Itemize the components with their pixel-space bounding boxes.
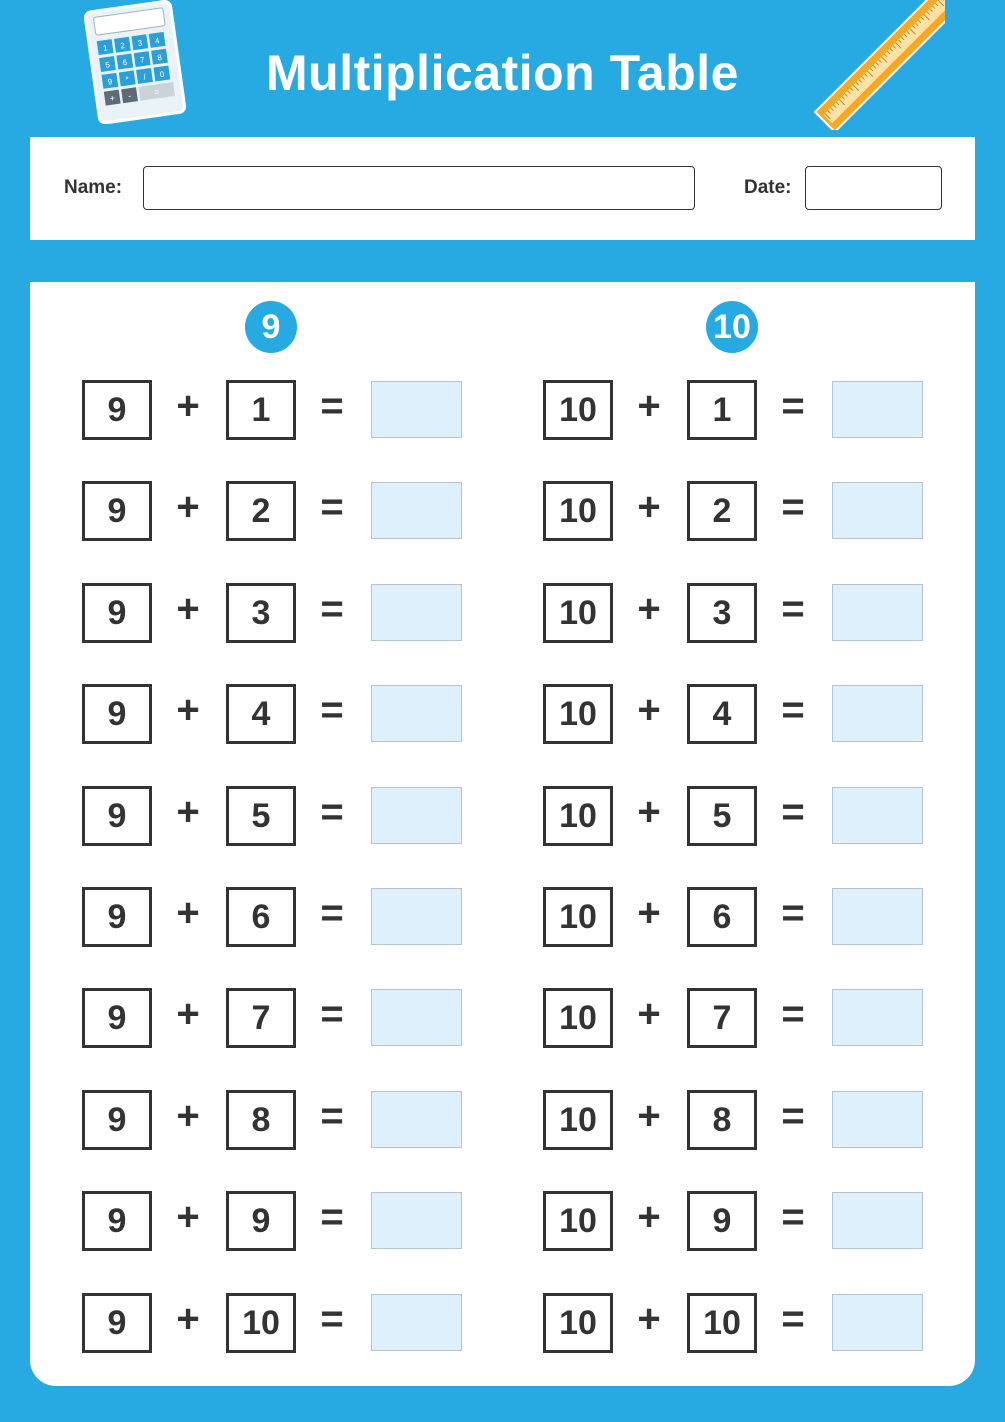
operator-sign: + [176, 1093, 200, 1138]
operator-sign: + [176, 890, 200, 935]
operator-sign: + [176, 789, 200, 834]
multiplicand-box: 9 [82, 481, 152, 541]
equation-row [82, 1293, 464, 1353]
multiplier-box: 8 [687, 1090, 757, 1150]
table-badge: 10 [706, 301, 758, 353]
equals-sign: = [320, 687, 344, 732]
multiplicand-box: 10 [543, 1090, 613, 1150]
operator-sign: + [637, 1296, 661, 1341]
operator-sign: + [637, 991, 661, 1036]
multiplier-box: 9 [687, 1191, 757, 1251]
equals-sign: = [320, 484, 344, 529]
answer-field[interactable] [371, 1091, 462, 1148]
multiplier-box: 5 [226, 786, 296, 846]
multiplicand-box: 10 [543, 786, 613, 846]
answer-field[interactable] [832, 1294, 923, 1351]
operator-sign: + [637, 484, 661, 529]
multiplier-box: 4 [226, 684, 296, 744]
multiplicand-box: 9 [82, 583, 152, 643]
equals-sign: = [781, 789, 805, 834]
operator-sign: + [637, 890, 661, 935]
answer-field[interactable] [371, 685, 462, 742]
equation-row [543, 1293, 925, 1353]
operator-sign: + [176, 586, 200, 631]
name-field[interactable] [143, 166, 695, 210]
operator-sign: + [176, 991, 200, 1036]
answer-field[interactable] [832, 787, 923, 844]
multiplicand-box: 10 [543, 988, 613, 1048]
equals-sign: = [320, 789, 344, 834]
answer-field[interactable] [371, 381, 462, 438]
operator-sign: + [176, 1296, 200, 1341]
multiplier-box: 7 [687, 988, 757, 1048]
multiplier-box: 5 [687, 786, 757, 846]
multiplicand-box: 10 [543, 583, 613, 643]
multiplicand-box: 9 [82, 1090, 152, 1150]
operator-sign: + [176, 687, 200, 732]
equation-row [82, 988, 464, 1048]
equation-row [82, 380, 464, 440]
multiplier-box: 3 [226, 583, 296, 643]
multiplicand-box: 10 [543, 684, 613, 744]
answer-field[interactable] [371, 1192, 462, 1249]
answer-field[interactable] [371, 787, 462, 844]
equals-sign: = [320, 1194, 344, 1239]
answer-field[interactable] [371, 482, 462, 539]
calculator-key-label: 1 [102, 43, 109, 53]
equals-sign: = [320, 1093, 344, 1138]
multiplier-box: 1 [687, 380, 757, 440]
answer-field[interactable] [371, 584, 462, 641]
calculator-key-label: 8 [156, 52, 163, 63]
answer-field[interactable] [832, 685, 923, 742]
equals-sign: = [781, 890, 805, 935]
equals-sign: = [781, 1296, 805, 1341]
equation-row [82, 786, 464, 846]
operator-sign: + [637, 687, 661, 732]
answer-field[interactable] [832, 1091, 923, 1148]
calculator-key-label: 7 [139, 55, 146, 65]
equals-sign: = [781, 586, 805, 631]
multiplicand-box: 9 [82, 887, 152, 947]
equation-row [82, 684, 464, 744]
equation-row [82, 1090, 464, 1150]
answer-field[interactable] [371, 989, 462, 1046]
equals-sign: = [781, 687, 805, 732]
calculator-key-label: 3 [137, 38, 143, 49]
operator-sign: + [637, 383, 661, 428]
operator-sign: + [637, 586, 661, 631]
calculator-key-label: / [142, 72, 147, 82]
equals-sign: = [781, 991, 805, 1036]
multiplicand-box: 9 [82, 786, 152, 846]
operator-sign: + [637, 1194, 661, 1239]
calculator-key-label: 0 [159, 69, 165, 80]
multiplier-box: 8 [226, 1090, 296, 1150]
equation-row [543, 380, 925, 440]
answer-field[interactable] [832, 888, 923, 945]
operator-sign: + [176, 1194, 200, 1239]
calculator-key-label: + [108, 92, 116, 104]
multiplicand-box: 9 [82, 684, 152, 744]
calculator-key-label: 6 [122, 57, 128, 68]
calculator-key-label: 9 [107, 77, 113, 87]
calculator-key-label: 5 [104, 60, 111, 70]
equation-row [543, 684, 925, 744]
calculator-key-label: * [125, 74, 130, 85]
multiplier-box: 2 [687, 481, 757, 541]
multiplier-box: 3 [687, 583, 757, 643]
calculator-key-label: 2 [119, 40, 126, 51]
date-label: Date: [744, 177, 792, 198]
multiplier-box: 6 [226, 887, 296, 947]
equation-row [543, 887, 925, 947]
multiplicand-box: 9 [82, 988, 152, 1048]
equation-row [82, 481, 464, 541]
calculator-key-label: - [127, 90, 132, 101]
equation-row [543, 988, 925, 1048]
equals-sign: = [320, 586, 344, 631]
equation-row [543, 786, 925, 846]
answer-field[interactable] [832, 1192, 923, 1249]
multiplicand-box: 10 [543, 1293, 613, 1353]
multiplier-box: 10 [687, 1293, 757, 1353]
multiplicand-box: 10 [543, 481, 613, 541]
equals-sign: = [320, 383, 344, 428]
equation-row [543, 583, 925, 643]
multiplicand-box: 10 [543, 380, 613, 440]
table-badge: 9 [245, 301, 297, 353]
multiplicand-box: 10 [543, 887, 613, 947]
page-title: Multiplication Table [266, 45, 739, 101]
operator-sign: + [637, 789, 661, 834]
multiplier-box: 6 [687, 887, 757, 947]
equation-row [82, 887, 464, 947]
equals-sign: = [320, 1296, 344, 1341]
calculator-key-label: 4 [154, 36, 161, 46]
equation-row [543, 1191, 925, 1251]
answer-field[interactable] [832, 584, 923, 641]
multiplier-box: 1 [226, 380, 296, 440]
equals-sign: = [781, 484, 805, 529]
multiplicand-box: 10 [543, 1191, 613, 1251]
multiplicand-box: 9 [82, 380, 152, 440]
name-label: Name: [64, 177, 123, 198]
answer-field[interactable] [832, 989, 923, 1046]
equation-row [543, 481, 925, 541]
equation-row [82, 1191, 464, 1251]
multiplier-box: 4 [687, 684, 757, 744]
calculator-key-label: = [153, 86, 161, 98]
date-field[interactable] [805, 166, 942, 210]
equation-row [82, 583, 464, 643]
equals-sign: = [781, 1093, 805, 1138]
multiplicand-box: 9 [82, 1293, 152, 1353]
answer-field[interactable] [371, 888, 462, 945]
answer-field[interactable] [832, 482, 923, 539]
operator-sign: + [176, 484, 200, 529]
operator-sign: + [176, 383, 200, 428]
multiplier-box: 9 [226, 1191, 296, 1251]
operator-sign: + [637, 1093, 661, 1138]
equals-sign: = [781, 1194, 805, 1239]
multiplier-box: 7 [226, 988, 296, 1048]
equals-sign: = [320, 890, 344, 935]
answer-field[interactable] [832, 381, 923, 438]
multiplicand-box: 9 [82, 1191, 152, 1251]
equation-row [543, 1090, 925, 1150]
name-date-panel [30, 137, 975, 240]
multiplier-box: 2 [226, 481, 296, 541]
equals-sign: = [781, 383, 805, 428]
multiplier-box: 10 [226, 1293, 296, 1353]
equals-sign: = [320, 991, 344, 1036]
answer-field[interactable] [371, 1294, 462, 1351]
